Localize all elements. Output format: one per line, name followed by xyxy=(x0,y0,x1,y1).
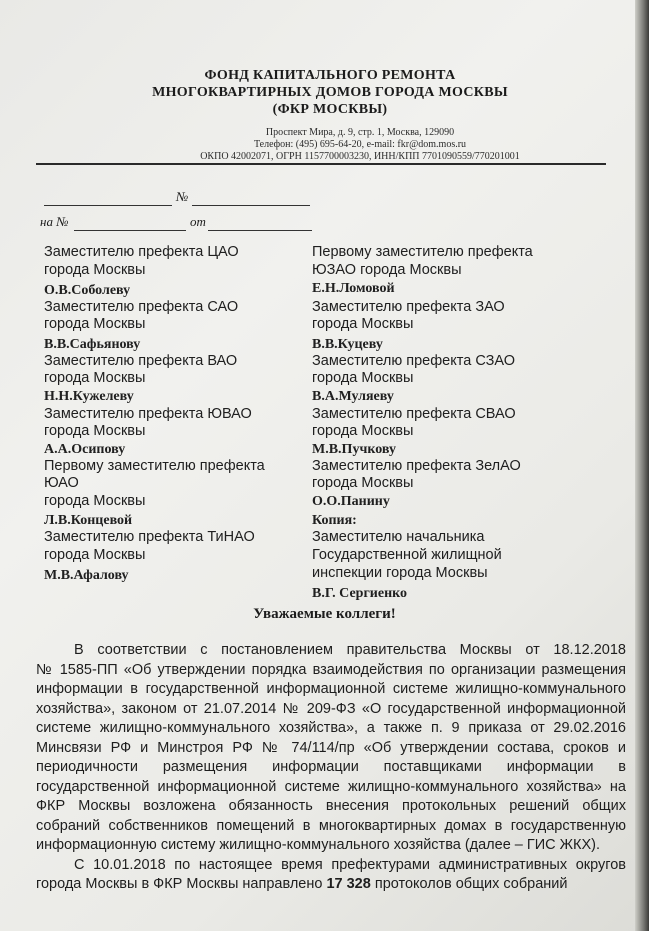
addressee-name: О.О.Панину xyxy=(312,494,390,509)
org-contacts: Телефон: (495) 695-64-20, e-mail: fkr@dom.mos.ru xyxy=(253,139,467,150)
addressee-position-line: города Москвы xyxy=(44,423,146,439)
addressee-position-line: инспекции города Москвы xyxy=(312,565,488,581)
addressee-position-line: ЮАО xyxy=(44,475,79,491)
org-name-line-1: ФОНД КАПИТАЛЬНОГО РЕМОНТА xyxy=(204,68,456,83)
body-last-after: протоколов общих собраний xyxy=(370,876,568,892)
addressee-position-line: города Москвы xyxy=(44,370,146,386)
reg-date-blank xyxy=(44,204,172,206)
page-edge-shadow xyxy=(635,0,649,931)
addressee-position-line: Заместителю префекта ЦАО xyxy=(44,244,239,260)
addressee-position-line: города Москвы xyxy=(44,547,146,563)
reply-to-number-blank xyxy=(74,229,186,231)
body-line-last xyxy=(36,875,626,893)
reply-to-number-label: на № xyxy=(40,214,69,229)
body-line: хозяйства», законом от 21.07.2014 № 209-ФЗ «О государственной информационной xyxy=(36,700,626,717)
addressee-position-line: Заместителю префекта СЗАО xyxy=(312,353,516,369)
addressee-name: Е.Н.Ломовой xyxy=(312,281,395,296)
reply-from-blank xyxy=(208,229,312,231)
addressee-position-line: Заместителю начальника xyxy=(312,529,485,545)
body-line: С 10.01.2018 по настоящее время префектурами административных округов xyxy=(74,856,626,873)
org-name-line-3: (ФКР МОСКВЫ) xyxy=(272,102,388,117)
org-codes: ОКПО 42002071, ОГРН 1157700003230, ИНН/КПП 7701090559/770201001 xyxy=(200,151,520,162)
org-name-line-2: МНОГОКВАРТИРНЫХ ДОМОВ ГОРОДА МОСКВЫ xyxy=(152,85,508,100)
body-last-before: города Москвы в ФКР Москвы направлено xyxy=(36,876,327,892)
body-line: собраний собственников помещений в многоквартирных домах в государственную xyxy=(36,817,626,834)
addressee-name: М.В.Афалову xyxy=(44,568,129,583)
body-line: № 1585-ПП «Об утверждении порядка взаимодействия по организации размещения xyxy=(36,661,626,678)
body-line: информации в государственной информационной системе жилищно-коммунального xyxy=(36,681,626,697)
body-line: государственной информационной системе жилищно-коммунального хозяйства» на xyxy=(36,778,626,795)
body-line: информационную систему жилищно-коммунального хозяйства (далее – ГИС ЖКХ). xyxy=(36,837,601,853)
salutation: Уважаемые коллеги! xyxy=(253,606,396,622)
addressee-position-line: города Москвы xyxy=(312,475,414,491)
protocol-count: 17 328 xyxy=(326,876,371,892)
addressee-name: М.В.Пучкову xyxy=(312,442,396,457)
addressee-name: В.А.Муляеву xyxy=(312,389,394,404)
addressee-name: В.В.Куцеву xyxy=(312,337,383,352)
reg-number-sign: № xyxy=(176,189,189,204)
addressee-position-line: ЮЗАО города Москвы xyxy=(312,262,462,278)
addressee-position-line: города Москвы xyxy=(44,262,146,278)
addressee-position-line: Заместителю префекта СВАО xyxy=(312,406,516,422)
addressee-position-line: города Москвы xyxy=(312,370,414,386)
body-line: В соответствии с постановлением правительства Москвы от 18.12.2018 xyxy=(74,642,626,658)
org-address: Проспект Мира, д. 9, стр. 1, Москва, 129090 xyxy=(265,127,455,138)
addressee-name: А.А.Осипову xyxy=(44,442,126,457)
addressee-position-line: Первому заместителю префекта xyxy=(312,244,533,260)
body-line: периодичности размещения информации поставщиками информации в xyxy=(36,759,626,775)
addressee-name: О.В.Соболеву xyxy=(44,283,131,298)
body-line: системе жилищно-коммунального хозяйства», а также п. 9 приказа от 29.02.2016 xyxy=(36,720,626,736)
body-line: ФКР Москвы возложена обязанность внесения протокольных решений общих xyxy=(36,798,626,814)
addressee-name: В.В.Сафьянову xyxy=(44,337,141,352)
addressee-position-line: Заместителю префекта ТиНАО xyxy=(44,529,255,545)
body-line: Минсвязи РФ и Минстроя РФ № 74/114/пр «Об утверждении состава, сроков и xyxy=(36,739,626,756)
reply-from-label: от xyxy=(190,214,206,229)
addressee-name: В.Г. Сергиенко xyxy=(312,586,408,601)
addressee-name: Л.В.Концевой xyxy=(44,513,133,528)
addressee-name: Н.Н.Кужелеву xyxy=(44,389,134,404)
addressee-position-line: Заместителю префекта ВАО xyxy=(44,353,238,369)
addressee-position-line: Заместителю префекта ЗАО xyxy=(312,299,505,315)
reg-number-blank xyxy=(192,204,310,206)
addressee-position-line: города Москвы xyxy=(312,423,414,439)
addressee-position-line: города Москвы xyxy=(312,316,414,332)
addressee-position-line: города Москвы xyxy=(44,493,146,509)
addressee-position-line: Первому заместителю префекта xyxy=(44,458,265,474)
header-rule xyxy=(36,163,606,165)
addressee-position-line: Заместителю префекта САО xyxy=(44,299,239,315)
addressee-position-line: Заместителю префекта ЗелАО xyxy=(312,458,521,474)
addressee-name: Копия: xyxy=(312,513,357,528)
addressee-position-line: Государственной жилищной xyxy=(312,547,502,563)
addressee-position-line: города Москвы xyxy=(44,316,146,332)
addressee-position-line: Заместителю префекта ЮВАО xyxy=(44,406,252,422)
